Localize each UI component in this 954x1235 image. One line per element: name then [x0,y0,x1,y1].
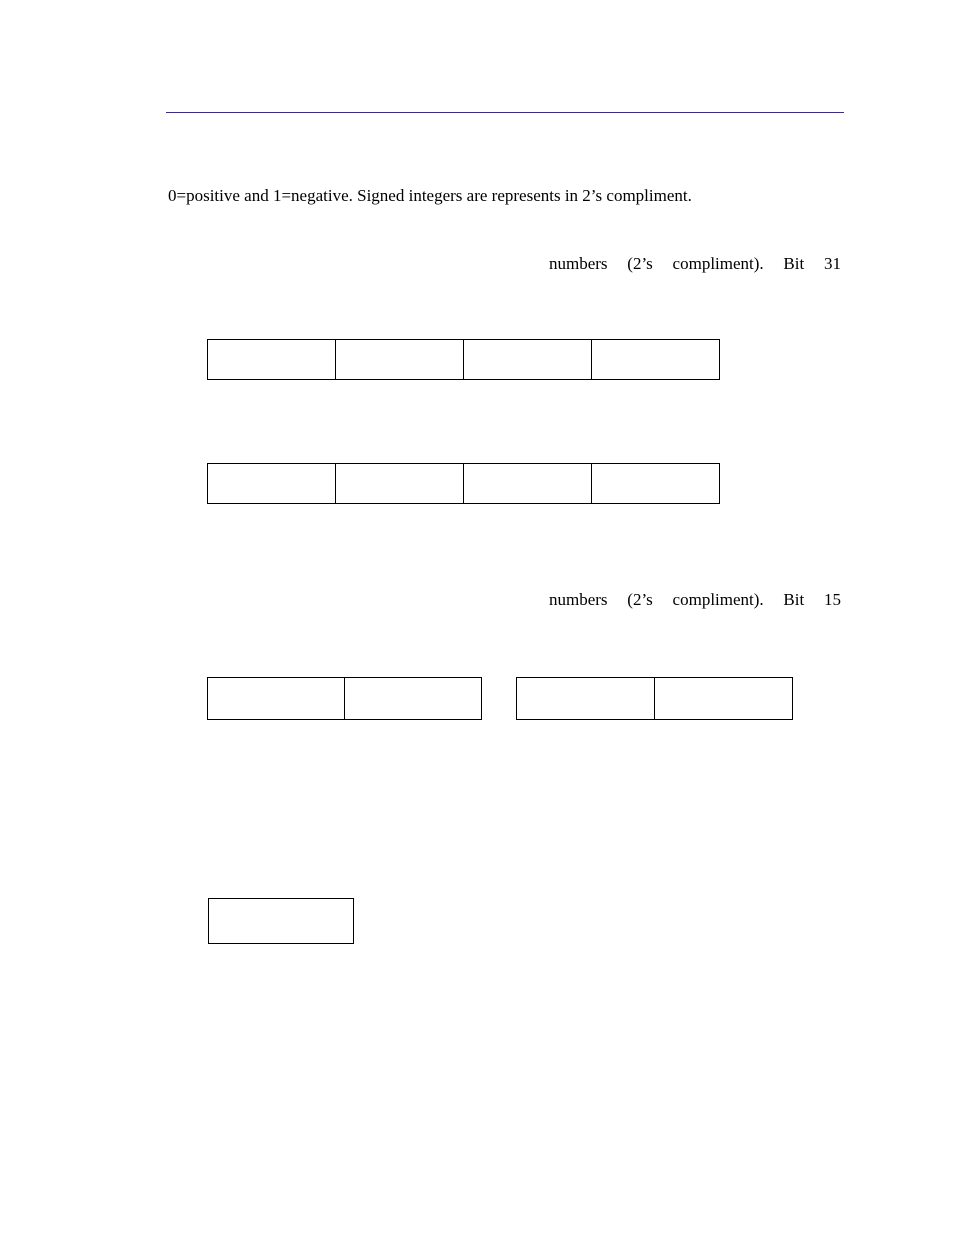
byte-cell [654,677,793,720]
word-bit: Bit [783,590,805,609]
int32-byte-layout-2 [207,463,720,504]
header-rule [166,112,844,113]
int16-byte-layout-2 [516,677,792,720]
word-bit-number: 31 [823,254,841,273]
byte-cell [344,677,482,720]
signed-integer-text: 0=positive and 1=negative. Signed integers are represents in 2’s compliment. [168,186,692,205]
byte-cell [335,463,464,504]
word-twos: (2’s [627,590,653,609]
byte-cell [207,677,345,720]
byte-cell [463,463,592,504]
byte-cell [591,463,720,504]
int8-byte-cell [208,898,354,944]
word-compliment: compliment). [672,590,764,609]
int32-byte-layout-1 [207,339,720,380]
int16-byte-layout-1 [207,677,481,720]
byte-cell [591,339,720,380]
word-bit: Bit [783,254,805,273]
byte-cell [335,339,464,380]
byte-cell [516,677,655,720]
word-compliment: compliment). [672,254,764,273]
word-twos: (2’s [627,254,653,273]
int16-description-line [549,590,841,610]
word-numbers: numbers [549,254,608,273]
byte-cell [207,339,336,380]
byte-cell [463,339,592,380]
int32-description-line [549,254,841,274]
word-bit-number: 15 [823,590,841,609]
byte-cell [207,463,336,504]
word-numbers: numbers [549,590,608,609]
